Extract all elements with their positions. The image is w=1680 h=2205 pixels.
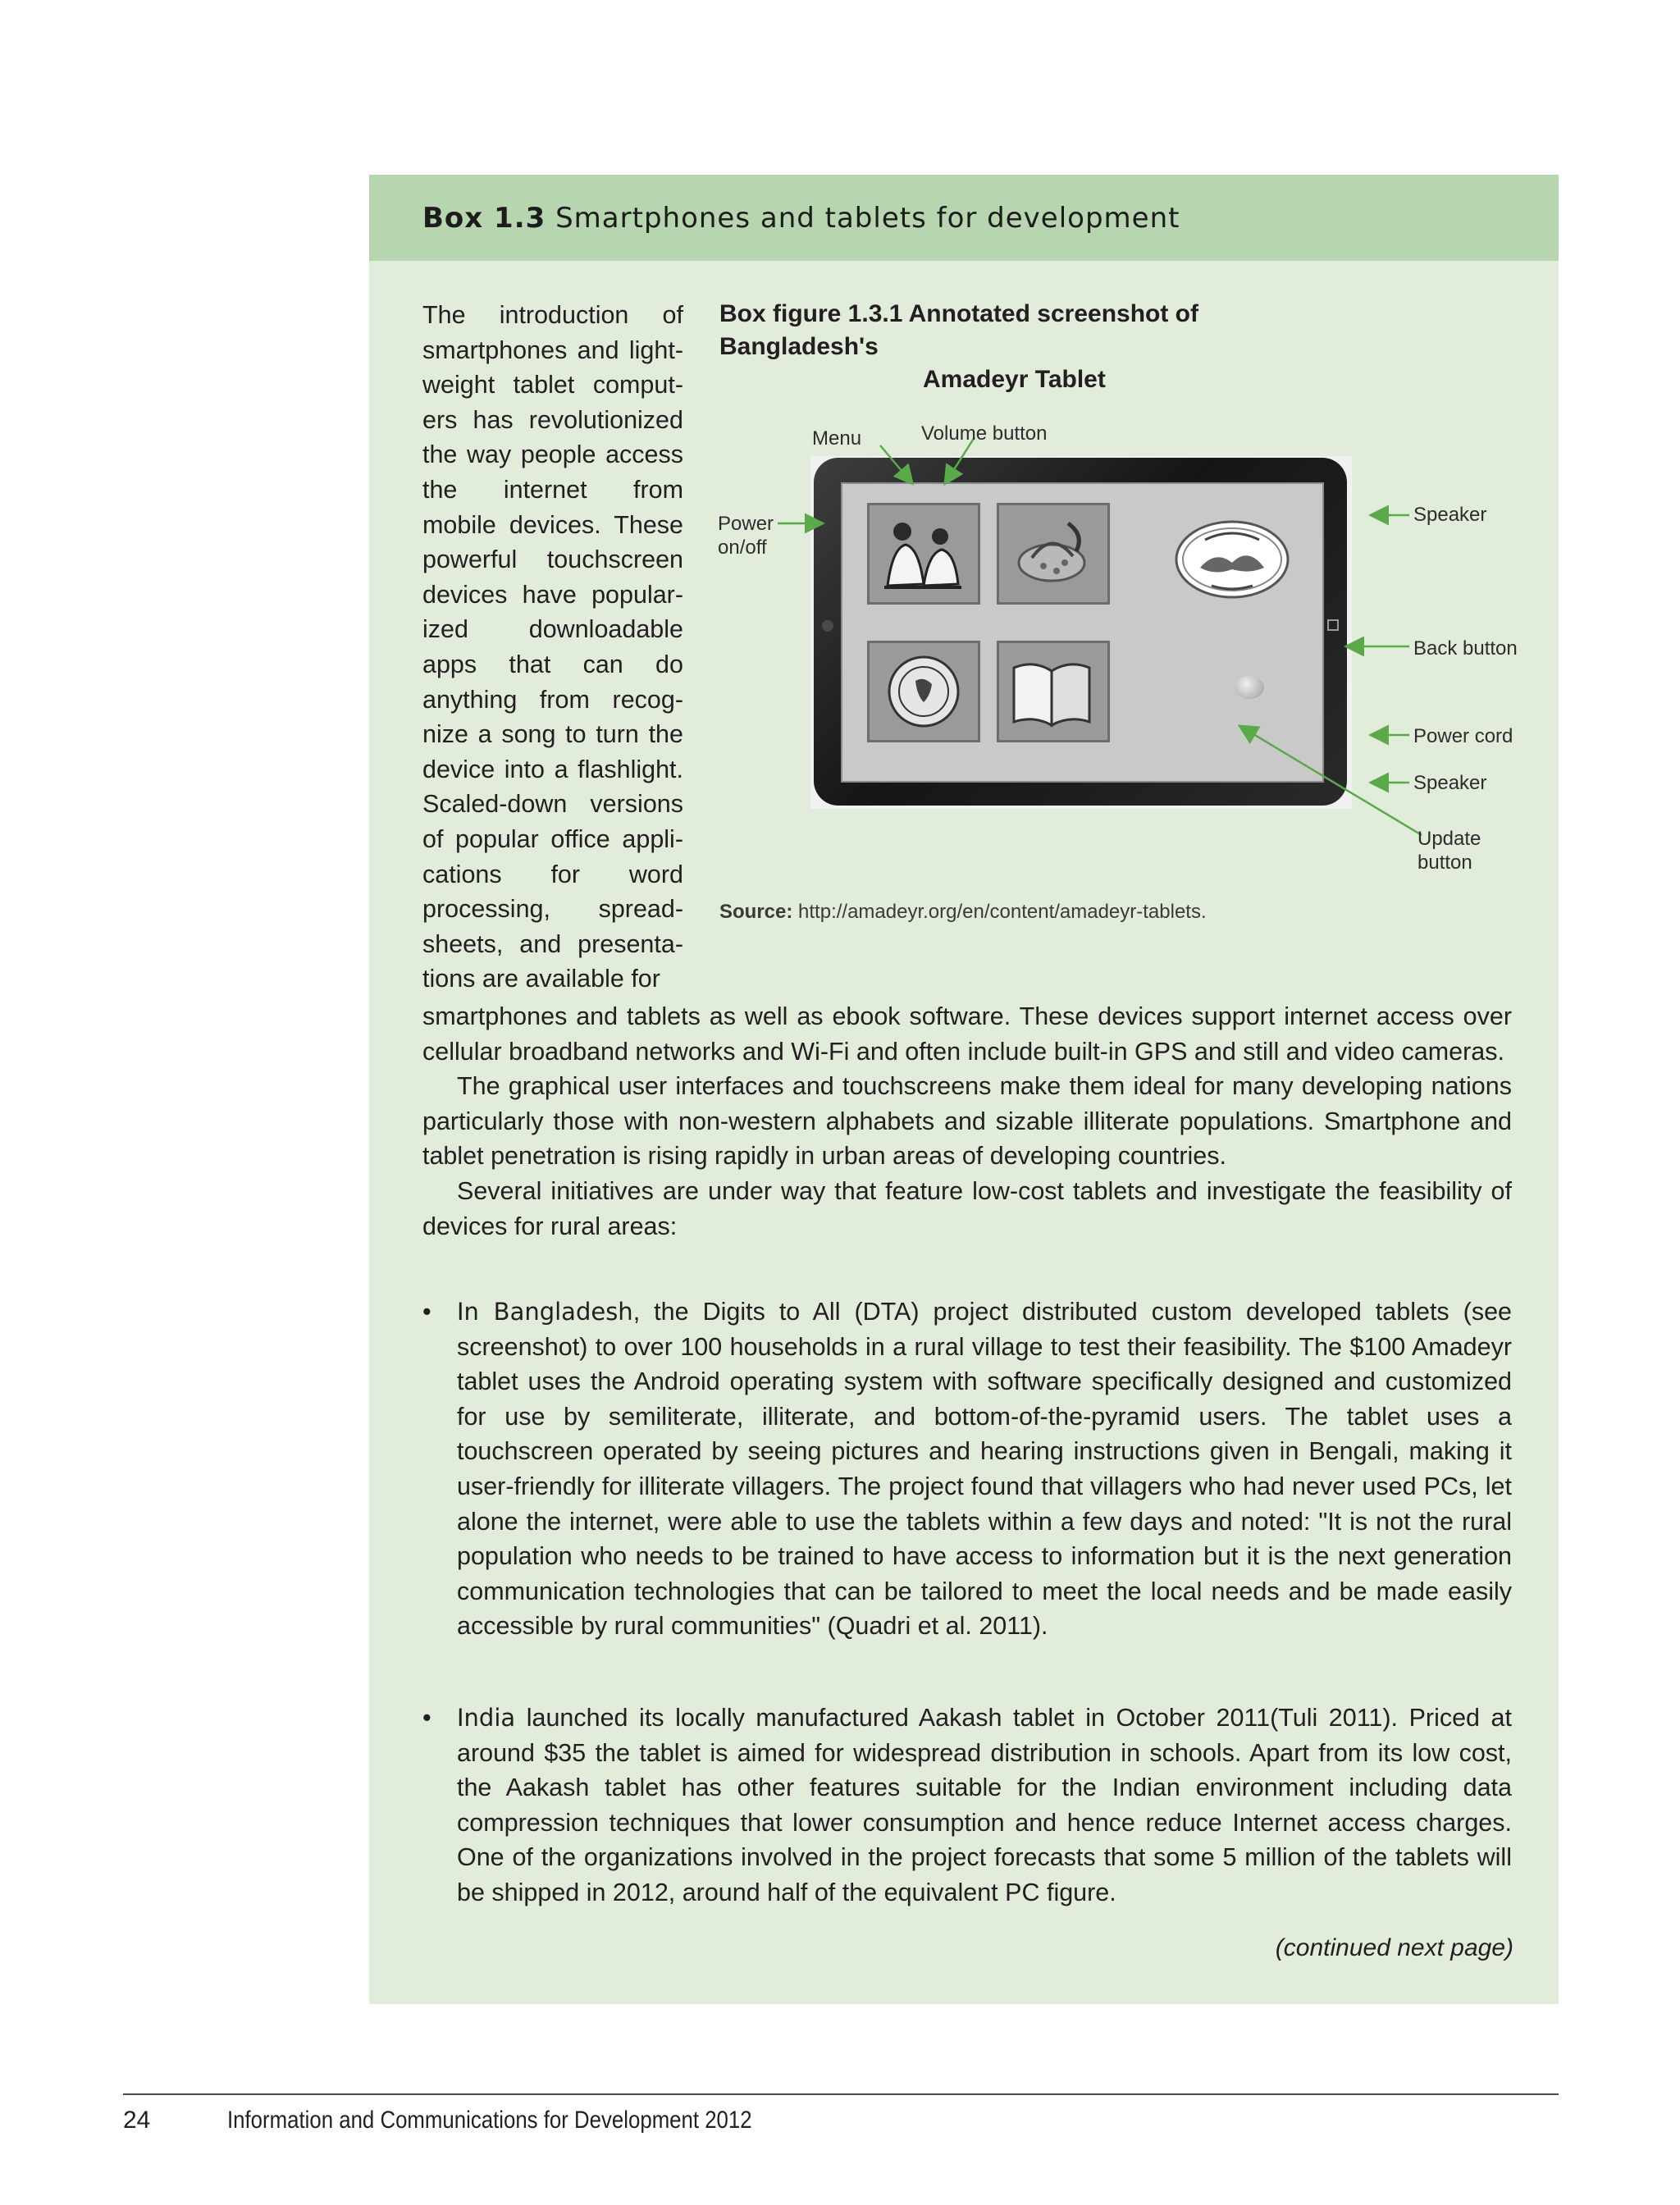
- label-power-line1: Power: [718, 513, 774, 535]
- label-update-line1: Update: [1418, 828, 1481, 850]
- label-volume-button: Volume button: [921, 422, 1048, 445]
- label-speker-bottom: Speaker: [1413, 772, 1487, 794]
- bullet-lead: In Bangladesh: [457, 1298, 633, 1326]
- box-label: Box 1.3: [422, 202, 546, 235]
- paragraph-2: The graphical user interfaces and touchscreens make them ideal for many developing nations particularly those with non-western alphabets and sizable illiterate populations. Smartphone and tablet penetration is rising rapidly in urban areas of developing countries.: [422, 1072, 1512, 1171]
- box-header: [369, 175, 1559, 261]
- label-power-line2: on/off: [718, 536, 767, 559]
- label-speaker-top: Speaker: [1413, 504, 1487, 526]
- figure-source: [719, 901, 1207, 924]
- figure-title-line1: Box figure 1.3.1 Annotated screenshot of Bangladesh's: [719, 300, 1198, 360]
- paragraph-3: Several initiatives are under way that feature low-cost tablets and investigate the feasibility of devices for rural areas:: [422, 1176, 1512, 1240]
- bullet-india: [422, 1701, 1512, 1911]
- bullet-dot: •: [422, 1704, 431, 1732]
- bullet-text: [457, 1701, 1512, 1911]
- body-text: [422, 999, 1512, 1244]
- box-1-3: [369, 175, 1559, 2004]
- label-power-cord: Power cord: [1413, 725, 1513, 747]
- menu-arrow: [880, 445, 911, 482]
- bullet-dot: •: [422, 1298, 431, 1326]
- source-url: http://amadeyr.org/en/content/amadeyr-tablets.: [798, 901, 1207, 923]
- footer-divider: [123, 2093, 1559, 2095]
- page-number: 24: [123, 2107, 151, 2134]
- bullet-bangladesh: [422, 1294, 1512, 1644]
- label-back-button: Back button: [1413, 637, 1518, 660]
- tablet-figure: [716, 400, 1545, 1057]
- box-title-text: Smartphones and tablets for development: [555, 202, 1180, 235]
- box-title: [422, 202, 1180, 235]
- source-label: Source:: [719, 901, 793, 923]
- bullet-body: launched its locally manufactured Aakash tablet in October 2011(Tuli 2011). Priced at around $35 the tablet is aimed for widespread distribution in schools. Apart from its low cost, the Aakash tablet has other features suitable for the Indian environment including data compression techniques that lower consumption and hence reduce Internet access charges. One of the organizations involved in the project forecasts that some 5 million of the tablets will be shipped in 2012, around half of the equivalent PC figure.: [457, 1704, 1512, 1906]
- update-button-arrow: [1241, 727, 1422, 835]
- figure-title: [719, 298, 1294, 396]
- label-update-line2: button: [1418, 851, 1472, 874]
- bullet-lead: India: [457, 1704, 516, 1732]
- figure-title-line2: Amadeyr Tablet: [923, 366, 1106, 393]
- running-title: Information and Communications for Development 2012: [227, 2107, 752, 2134]
- label-menu: Menu: [812, 427, 862, 450]
- bullet-body: , the Digits to All (DTA) project distributed custom developed tablets (see screenshot) to over 100 households in a rural village to test their feasibility. The $100 Amadeyr tablet uses the Android operating system with software specifically designed and customized for use by semiliterate, illiterate, and bottom-of-the-pyramid users. The tablet uses a touchscreen operated by seeing pictures and hearing instructions given in Bengali, making it user-friendly for illiterate villagers. The project found that villagers who had never used PCs, let alone the internet, were able to use the tablets within a few days and noted: "It is not the rural population who needs to be trained to have access to information but it is the next generation communication technologies that can be tailored to meet the local needs and be made easily accessible by rural communities" (Quadri et al. 2011).: [457, 1298, 1512, 1641]
- intro-paragraph-narrow: The introduction of smartphones and light-weight tablet comput-ers has revolutionized the way people access the internet from mobile devices. These powerful touchscreen devices have popular-ized downloadable apps that can do anything from recog-nize a song to turn the device into a flashlight. Scaled-down versions of popular office appli-cations for word processing, spread-sheets, and presenta-tions are available for: [422, 301, 683, 993]
- continued-note: (continued next page): [1275, 1934, 1513, 1961]
- bullet-text: [457, 1294, 1512, 1644]
- intro-paragraph-wide: smartphones and tablets as well as ebook software. These devices support internet access over cellular broadband networks and Wi-Fi and often include built-in GPS and still and video cameras.: [422, 1002, 1512, 1066]
